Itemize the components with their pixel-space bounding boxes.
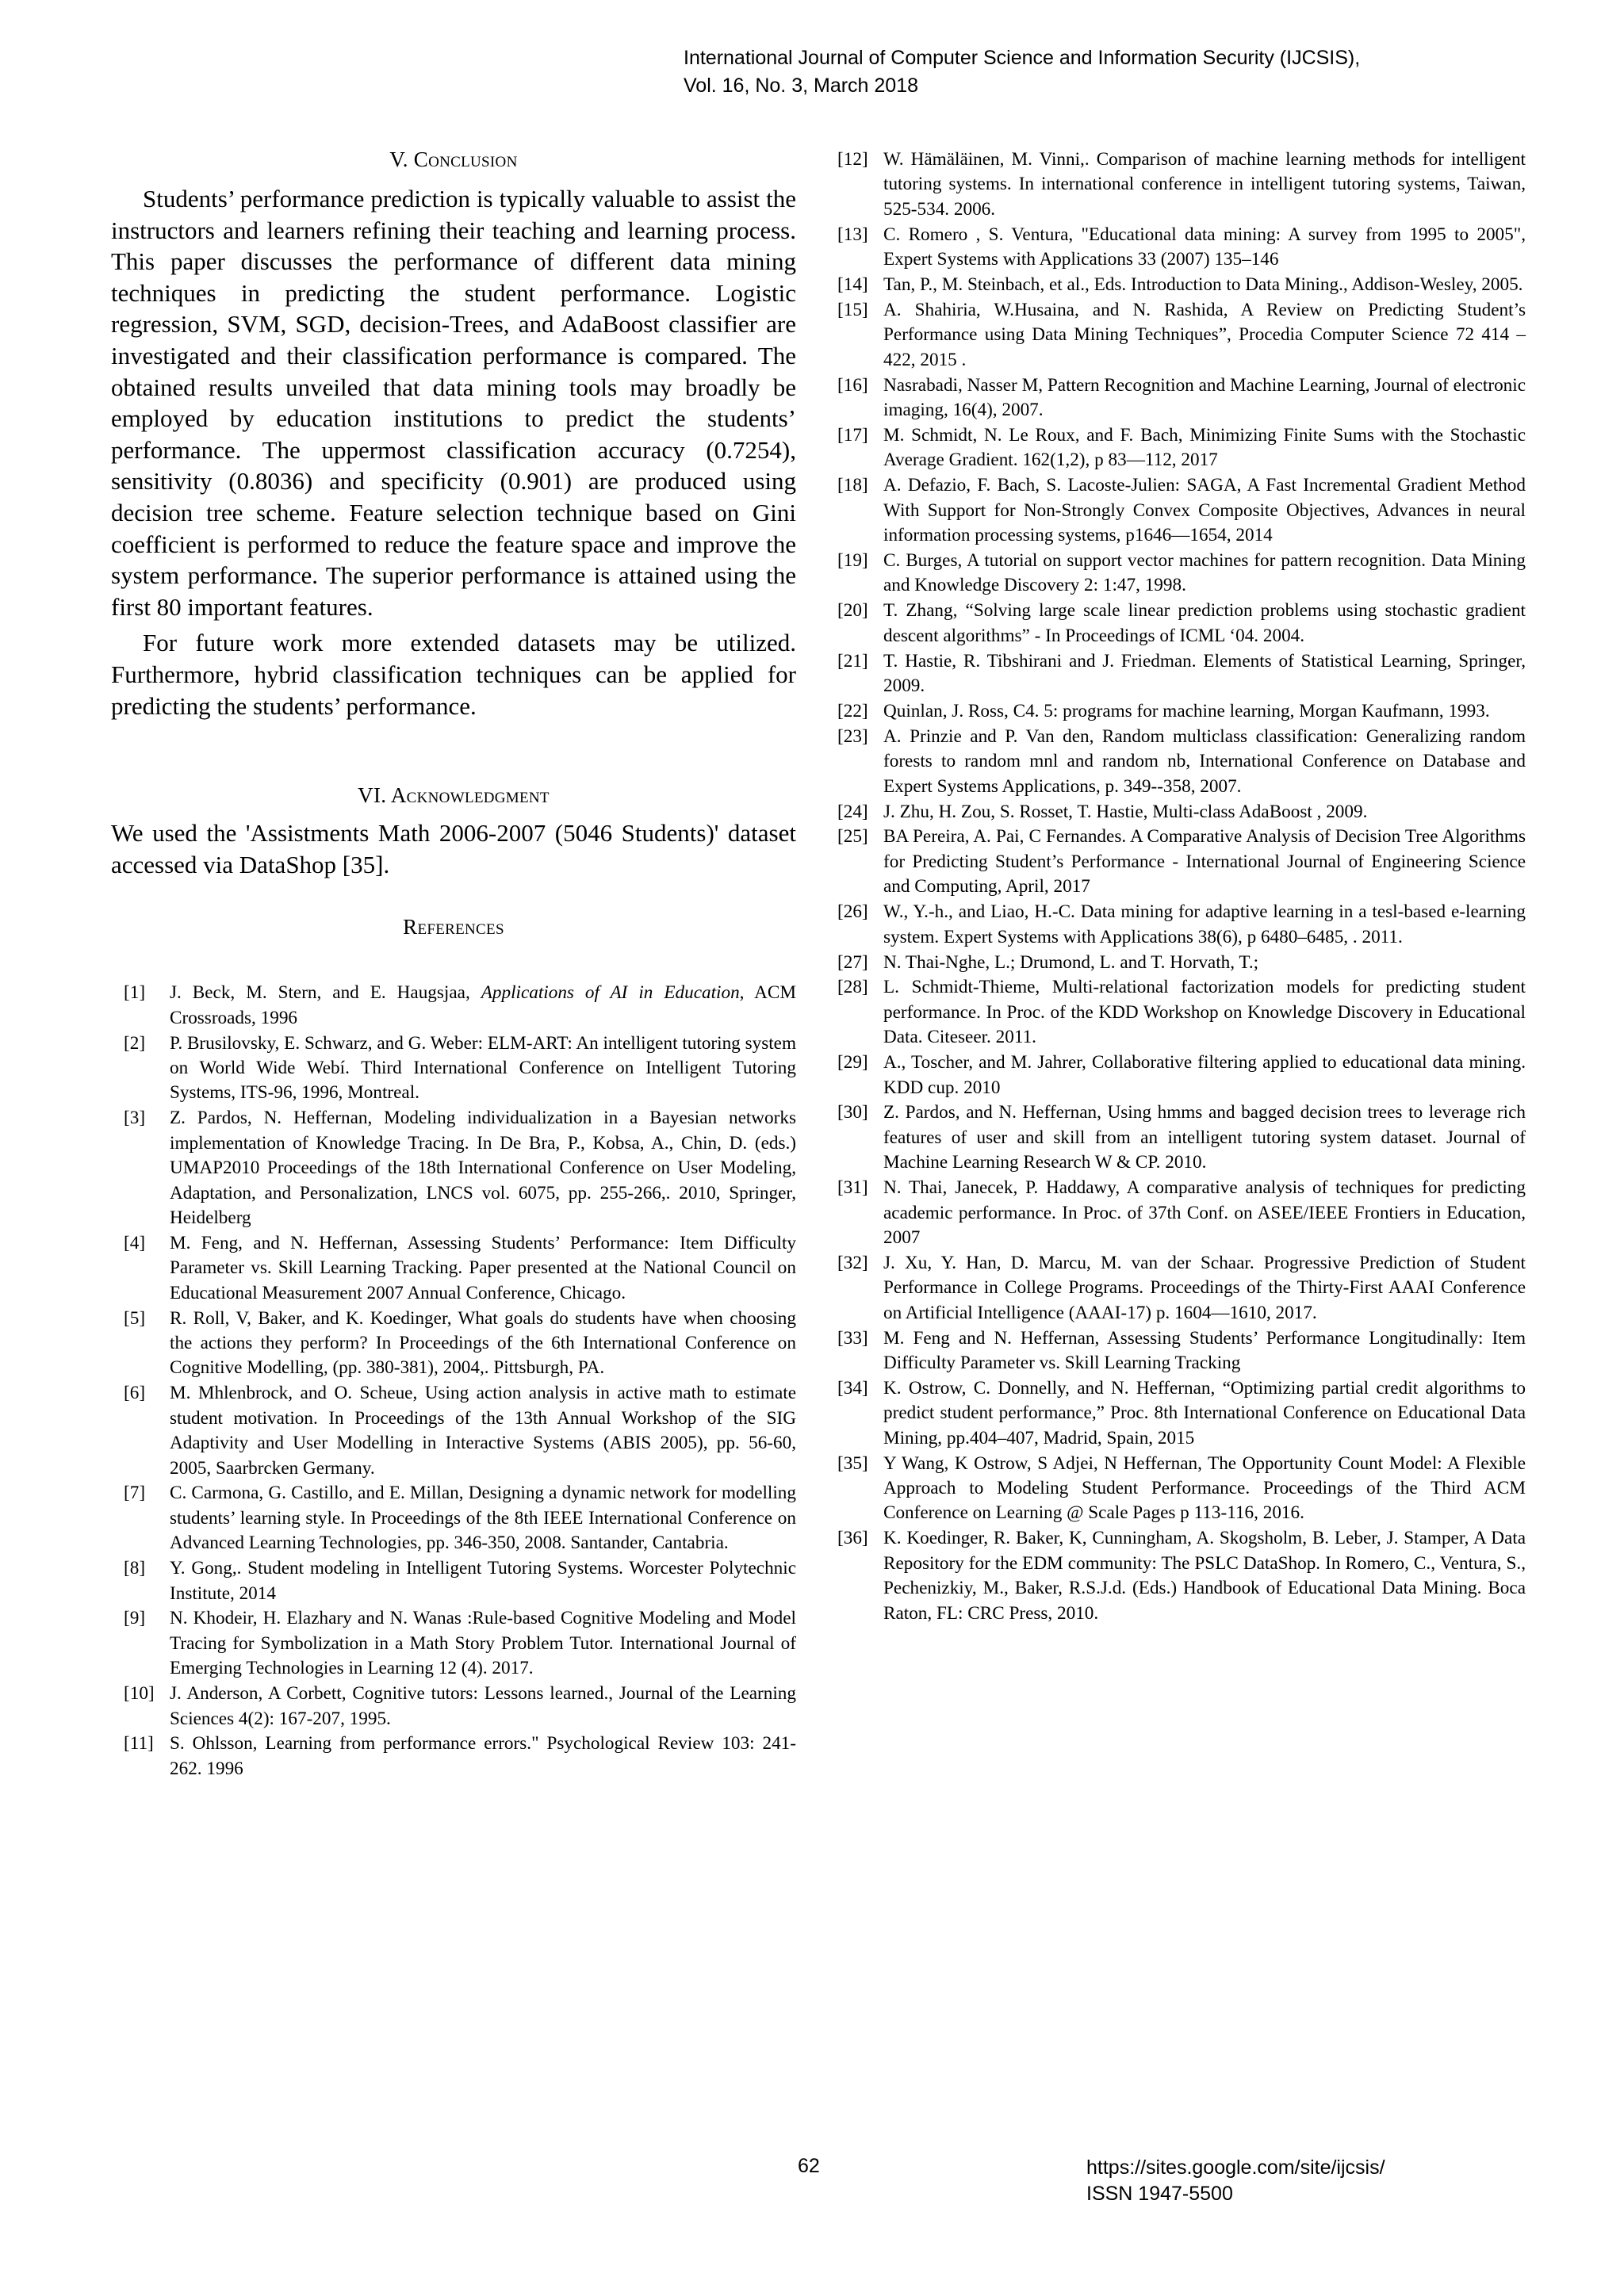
- reference-number: [17]: [837, 424, 868, 446]
- reference-item: [825, 373, 1526, 423]
- reference-text: Nasrabadi, Nasser M, Pattern Recognition and Machine Learning, Journal of electronic imaging, 16(4), 2007.: [883, 374, 1526, 421]
- reference-item: [825, 147, 1526, 222]
- journal-header: [684, 44, 1588, 100]
- reference-number: [33]: [837, 1327, 868, 1349]
- reference-text: A. Prinzie and P. Van den, Random multiclass classification: Generalizing random forests to random mnl and random nb, International Conference on Database and Expert Systems Applications, p. 349--358, 2007.: [883, 725, 1526, 797]
- reference-number: [36]: [837, 1528, 868, 1549]
- reference-text: Tan, P., M. Steinbach, et al., Eds. Introduction to Data Mining., Addison-Wesley, 2005.: [883, 274, 1523, 296]
- reference-number: [6]: [124, 1383, 146, 1404]
- reference-text: C. Romero , S. Ventura, "Educational data mining: A survey from 1995 to 2005", Expert Systems with Applications 33 (2007) 135–146: [883, 224, 1526, 270]
- reference-text: M. Schmidt, N. Le Roux, and F. Bach, Minimizing Finite Sums with the Stochastic Average Gradient. 162(1,2), p 83—112, 2017: [883, 424, 1526, 471]
- reference-item: [825, 699, 1526, 724]
- reference-item: [825, 1326, 1526, 1376]
- page-number: 62: [798, 2155, 820, 2177]
- reference-number: [30]: [837, 1102, 868, 1123]
- left-column: [111, 147, 796, 1781]
- reference-text: BA Pereira, A. Pai, C Fernandes. A Comparative Analysis of Decision Tree Algorithms for Predicting Student’s Performance - International Journal of Engineering Science and Computing, April, 2017: [883, 826, 1526, 897]
- issn: ISSN 1947-5500: [1086, 2183, 1233, 2205]
- reference-item: [825, 1376, 1526, 1451]
- footer-info: [1086, 2155, 1385, 2207]
- reference-text: J. Xu, Y. Han, D. Marcu, M. van der Schaar. Progressive Prediction of Student Performance in College Programs. Proceedings of the Thirty-First AAAI Conference on Artificial Intelligence (AAAI-17) p. 1604—1610, 2017.: [883, 1252, 1526, 1323]
- reference-text: A. Defazio, F. Bach, S. Lacoste-Julien: SAGA, A Fast Incremental Gradient Method With Support for Non-Strongly Convex Composite Objectives, Advances in neural information processing systems, p1646—1654, 2014: [883, 475, 1526, 546]
- reference-number: [2]: [124, 1032, 146, 1054]
- reference-text: M. Feng, and N. Heffernan, Assessing Students’ Performance: Item Difficulty Parameter vs. Skill Learning Tracking. Paper presented at the National Council on Educational Measurement 2007 Annual Conference, Chicago.: [170, 1232, 796, 1303]
- reference-number: [19]: [837, 550, 868, 571]
- reference-number: [23]: [837, 725, 868, 747]
- conclusion-paragraph-2: For future work more extended datasets may be utilized. Furthermore, hybrid classification techniques can be applied for predicting the students’ performance.: [111, 629, 796, 720]
- reference-number: [31]: [837, 1177, 868, 1199]
- reference-item: [825, 649, 1526, 699]
- reference-item: [111, 1106, 796, 1230]
- reference-number: [28]: [837, 977, 868, 998]
- reference-text: T. Hastie, R. Tibshirani and J. Friedman. Elements of Statistical Learning, Springer, 2009.: [883, 650, 1526, 697]
- reference-text: T. Zhang, “Solving large scale linear prediction problems using stochastic gradient descent algorithms” - In Proceedings of ICML ‘04. 2004.: [883, 600, 1526, 646]
- reference-text: R. Roll, V, Baker, and K. Koedinger, What goals do students have when choosing the actions they perform? In Proceedings of the 6th International Conference on Cognitive Modelling, (pp. 380-381), 2004,. Pittsburgh, PA.: [170, 1307, 796, 1379]
- reference-text: M. Feng and N. Heffernan, Assessing Students’ Performance Longitudinally: Item Difficulty Parameter vs. Skill Learning Tracking: [883, 1327, 1526, 1373]
- reference-title: Applications of AI in Education: [481, 982, 740, 1004]
- reference-text: N. Khodeir, H. Elazhary and N. Wanas :Rule-based Cognitive Modeling and Model Tracing for Symbolization in a Math Story Problem Tutor. International Journal of Emerging Technologies in Learning 12 (4). 2017.: [170, 1608, 796, 1679]
- reference-text: A., Toscher, and M. Jahrer, Collaborative filtering applied to educational data mining. KDD cup. 2010: [883, 1052, 1526, 1098]
- reference-item: [111, 1381, 796, 1481]
- reference-text: N. Thai, Janecek, P. Haddawy, A comparative analysis of techniques for predicting academic performance. In Proc. of 37th Conf. on ASEE/IEEE Frontiers in Education, 2007: [883, 1177, 1526, 1248]
- reference-item: [825, 975, 1526, 1050]
- reference-item: [111, 1481, 796, 1556]
- reference-text: Z. Pardos, N. Heffernan, Modeling individualization in a Bayesian networks implementation of Knowledge Tracing. In De Bra, P., Kobsa, A., Chin, D. (eds.) UMAP2010 Proceedings of the 18th International Conference on User Modeling, Adaptation, and Personalization, LNCS vol. 6075, pp. 255-266,. 2010, Springer, Heidelberg: [170, 1108, 796, 1228]
- reference-text: J. Beck, M. Stern, and E. Haugsjaa,: [170, 982, 481, 1004]
- reference-list-right: [825, 147, 1526, 1626]
- journal-issue: Vol. 16, No. 3, March 2018: [684, 75, 919, 97]
- reference-text: C. Carmona, G. Castillo, and E. Millan, Designing a dynamic network for modelling students’ learning style. In Proceedings of the 8th IEEE International Conference on Advanced Learning Technologies, pp. 346-350, 2008. Santander, Cantabria.: [170, 1483, 796, 1554]
- reference-item: [111, 1606, 796, 1681]
- reference-number: [21]: [837, 650, 868, 672]
- reference-text: K. Koedinger, R. Baker, K, Cunningham, A. Skogsholm, B. Leber, J. Stamper, A Data Repository for the EDM community: The PSLC DataShop. In Romero, C., Ventura, S., Pechenizkiy, M., Baker, R.S.J.d. (Eds.) Handbook of Educational Data Mining. Boca Raton, FL: CRC Press, 2010.: [883, 1528, 1526, 1624]
- reference-number: [12]: [837, 149, 868, 170]
- reference-item: [825, 1100, 1526, 1175]
- reference-number: [10]: [124, 1683, 155, 1705]
- reference-text: C. Burges, A tutorial on support vector machines for pattern recognition. Data Mining and Knowledge Discovery 2: 1:47, 1998.: [883, 550, 1526, 596]
- reference-item: [825, 473, 1526, 548]
- conclusion-paragraph-1: Students’ performance prediction is typically valuable to assist the instructors and learners refining their teaching and learning process. This paper discusses the performance of different data mining techniques in predicting the student performance. Logistic regression, SVM, SGD, decision-Trees, and AdaBoost classifier are investigated and their classification performance is compared. The obtained results unveiled that data mining tools may broadly be employed by education institutions to predict the students’ performance. The uppermost classification accuracy (0.7254), sensitivity (0.8036) and specificity (0.901) are produced using decision tree scheme. Feature selection technique based on Gini coefficient is performed to reduce the feature space and improve the system performance. The superior performance is attained using the first 80 important features.: [111, 185, 796, 621]
- reference-item: [111, 1231, 796, 1306]
- reference-number: [13]: [837, 224, 868, 245]
- reference-number: [3]: [124, 1108, 146, 1129]
- journal-title: International Journal of Computer Science and Information Security (IJCSIS),: [684, 47, 1361, 69]
- reference-item: [111, 981, 796, 1031]
- reference-text: W. Hämäläinen, M. Vinni,. Comparison of machine learning methods for intelligent tutoring systems. In international conference in intelligent tutoring systems, Taiwan, 525-534. 2006.: [883, 149, 1526, 220]
- reference-number: [16]: [837, 374, 868, 396]
- reference-list-left: [111, 981, 796, 1781]
- reference-item: [825, 1176, 1526, 1250]
- reference-number: [9]: [124, 1608, 146, 1629]
- acknowledgment-paragraph: We used the 'Assistments Math 2006-2007 (5046 Students)' dataset accessed via DataShop [35].: [111, 819, 796, 878]
- reference-number: [5]: [124, 1307, 146, 1329]
- reference-text: S. Ohlsson, Learning from performance errors." Psychological Review 103: 241-262. 1996: [170, 1733, 796, 1779]
- reference-text: A. Shahiria, W.Husaina, and N. Rashida, A Review on Predicting Student’s Performance using Data Mining Techniques”, Procedia Computer Science 72 414 – 422, 2015 .: [883, 299, 1526, 370]
- reference-text: M. Mhlenbrock, and O. Scheue, Using action analysis in active math to estimate student motivation. In Proceedings of the 13th Annual Workshop of the SIG Adaptivity and User Modelling in Interactive Systems (ABIS 2005), pp. 56-60, 2005, Saarbrcken Germany.: [170, 1383, 796, 1479]
- right-column: [825, 147, 1526, 1626]
- reference-item: [825, 1452, 1526, 1526]
- reference-item: [825, 223, 1526, 273]
- reference-item: [825, 825, 1526, 899]
- reference-text: K. Ostrow, C. Donnelly, and N. Heffernan, “Optimizing partial credit algorithms to predict student performance,” Proc. 8th International Conference on Educational Data Mining, pp.404–407, Madrid, Spain, 2015: [883, 1377, 1526, 1448]
- reference-number: [34]: [837, 1377, 868, 1399]
- reference-number: [8]: [124, 1558, 146, 1579]
- reference-number: [15]: [837, 299, 868, 320]
- conclusion-heading: V. Conclusion: [389, 147, 518, 171]
- reference-number: [25]: [837, 826, 868, 848]
- reference-text: , ACM Crossroads, 1996: [170, 982, 796, 1028]
- reference-item: [111, 1732, 796, 1781]
- reference-text: Y. Gong,. Student modeling in Intelligent Tutoring Systems. Worcester Polytechnic Institute, 2014: [170, 1558, 796, 1604]
- reference-text: Z. Pardos, and N. Heffernan, Using hmms and bagged decision trees to leverage rich features of user and skill from an intelligent tutoring system dataset. Journal of Machine Learning Research W & CP. 2010.: [883, 1102, 1526, 1173]
- reference-item: [825, 800, 1526, 825]
- reference-number: [20]: [837, 600, 868, 622]
- reference-item: [111, 1556, 796, 1606]
- journal-url[interactable]: https://sites.google.com/site/ijcsis/: [1086, 2156, 1385, 2179]
- reference-text: J. Zhu, H. Zou, S. Rosset, T. Hastie, Multi-class AdaBoost , 2009.: [883, 801, 1368, 822]
- reference-text: J. Anderson, A Corbett, Cognitive tutors: Lessons learned., Journal of the Learning Sciences 4(2): 167-207, 1995.: [170, 1683, 796, 1729]
- reference-number: [29]: [837, 1052, 868, 1073]
- reference-number: [22]: [837, 700, 868, 721]
- reference-number: [26]: [837, 901, 868, 923]
- reference-number: [27]: [837, 951, 868, 973]
- reference-item: [111, 1682, 796, 1732]
- reference-number: [35]: [837, 1452, 868, 1474]
- reference-text: W., Y.-h., and Liao, H.-C. Data mining for adaptive learning in a tesl-based e-learning system. Expert Systems with Applications 38(6), p 6480–6485, . 2011.: [883, 901, 1526, 947]
- reference-number: [14]: [837, 274, 868, 296]
- reference-item: [825, 1251, 1526, 1326]
- reference-text: Quinlan, J. Ross, C4. 5: programs for machine learning, Morgan Kaufmann, 1993.: [883, 700, 1490, 721]
- reference-item: [825, 273, 1526, 297]
- reference-number: [11]: [124, 1733, 154, 1755]
- reference-item: [825, 1050, 1526, 1100]
- reference-item: [825, 549, 1526, 599]
- reference-number: [1]: [124, 982, 146, 1004]
- reference-number: [4]: [124, 1232, 146, 1253]
- reference-item: [111, 1307, 796, 1381]
- reference-item: [825, 725, 1526, 799]
- reference-item: [111, 1031, 796, 1106]
- reference-item: [825, 1526, 1526, 1626]
- acknowledgment-heading: VI. Acknowledgment: [358, 783, 550, 808]
- reference-number: [24]: [837, 801, 868, 822]
- reference-number: [7]: [124, 1483, 146, 1504]
- reference-text: Y Wang, K Ostrow, S Adjei, N Heffernan, The Opportunity Count Model: A Flexible Approach to Modeling Student Performance. Proceedings of the Third ACM Conference on Learning @ Scale Pages p 113-116, 2016.: [883, 1452, 1526, 1524]
- reference-text: L. Schmidt-Thieme, Multi-relational factorization models for predicting student performance. In Proc. of the KDD Workshop on Knowledge Discovery in Educational Data. Citeseer. 2011.: [883, 977, 1526, 1048]
- reference-item: [825, 900, 1526, 950]
- references-heading: References: [403, 915, 504, 939]
- reference-text: P. Brusilovsky, E. Schwarz, and G. Weber: ELM-ART: An intelligent tutoring system on World Wide Webí. Third International Conference on Intelligent Tutoring Systems, ITS-96, 1996, Montreal.: [170, 1032, 796, 1104]
- reference-item: [825, 599, 1526, 649]
- reference-number: [32]: [837, 1252, 868, 1273]
- reference-item: [825, 951, 1526, 975]
- reference-text: N. Thai-Nghe, L.; Drumond, L. and T. Horvath, T.;: [883, 951, 1259, 973]
- reference-number: [18]: [837, 475, 868, 496]
- reference-item: [825, 423, 1526, 473]
- reference-item: [825, 298, 1526, 373]
